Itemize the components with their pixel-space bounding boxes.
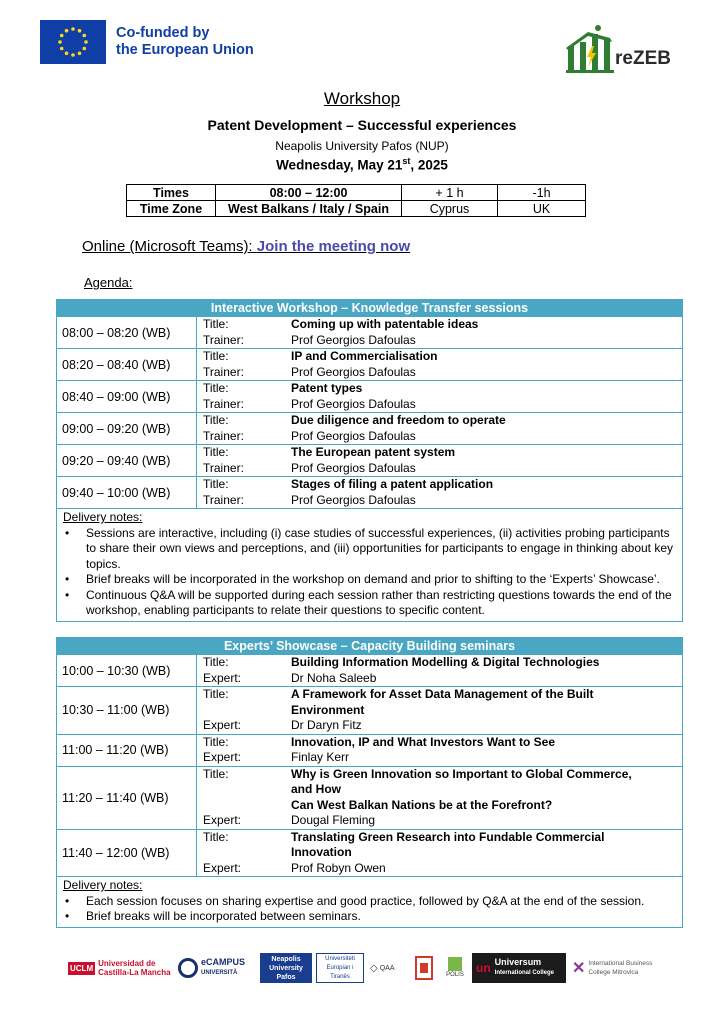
field-label: Expert: [203, 718, 242, 732]
workshop-delivery-notes [57, 508, 682, 621]
showcase-delivery-notes [57, 876, 682, 927]
session-line [203, 445, 682, 461]
session-details [197, 413, 682, 444]
session-line [203, 718, 682, 734]
field-label: Trainer: [203, 332, 244, 347]
session-line [203, 798, 682, 814]
session-details [197, 687, 682, 734]
session-line [203, 349, 682, 365]
notes-heading: Delivery notes: [63, 878, 143, 892]
note-item: • Brief breaks will be incorporated between seminars. [63, 909, 676, 925]
session-title: Environment [291, 702, 365, 717]
field-label [203, 845, 291, 861]
field-label: Title: [203, 477, 229, 491]
session-line [203, 461, 682, 477]
session-person: Prof Georgios Dafoulas [291, 428, 416, 443]
ecampus-globe-icon [178, 958, 198, 978]
eu-line-2: the European Union [116, 42, 254, 58]
eu-flag-icon [40, 20, 106, 64]
field-label: Expert: [203, 670, 242, 685]
workshop-agenda [56, 299, 683, 622]
session-line [203, 429, 682, 445]
field-label: Title: [203, 381, 229, 395]
session-line [203, 750, 682, 766]
event-date: Wednesday, May 21st, 2025 [276, 156, 448, 173]
field-label: Title: [203, 317, 229, 331]
session-title: Due diligence and freedom to operate [291, 413, 506, 427]
session-title: Why is Green Innovation so Important to Global Commerce, [291, 766, 632, 781]
session-line [203, 813, 682, 829]
session-line [203, 397, 682, 413]
eu-line-1: Co-funded by [116, 25, 210, 41]
tirana-logo: Universiteti Europian i Tiranës [316, 953, 364, 983]
showcase-agenda [56, 637, 683, 928]
note-item: • Sessions are interactive, including (i) case studies of successful experiences, (ii) activities probing participants to share their own views and perceptions, and (iii) opportunities for participants to engage in thinking about key topics. [63, 526, 676, 573]
session-time: 08:20 – 08:40 (WB) [57, 349, 197, 380]
note-item: • Brief breaks will be incorporated in the workshop on demand and prior to shifting to the ‘Experts’ Showcase’. [63, 572, 676, 588]
tz-cell: Time Zone [127, 201, 216, 217]
tz-cell: 08:00 – 12:00 [216, 185, 402, 201]
session-title: and How [291, 782, 341, 796]
session-time: 11:00 – 11:20 (WB) [57, 735, 197, 766]
session-person: Dr Daryn Fitz [291, 718, 362, 732]
online-line: Online (Microsoft Teams): Join the meeting now [82, 238, 411, 255]
session-title: Stages of filing a patent application [291, 477, 494, 491]
showcase-heading: Experts’ Showcase – Capacity Building seminars [57, 638, 682, 654]
field-label: Trainer: [203, 492, 244, 507]
session-title: Innovation, IP and What Investors Want to See [291, 734, 556, 749]
session-line [203, 845, 682, 861]
session-time: 09:20 – 09:40 (WB) [57, 445, 197, 476]
session-line [203, 782, 682, 798]
workshop-session-row [57, 444, 682, 476]
field-label [203, 703, 291, 719]
agenda-label: Agenda: [84, 275, 133, 290]
note-item: • Each session focuses on sharing expertise and good practice, followed by Q&A at the end of the session. [63, 894, 676, 910]
rezeb-wordmark: reZEB [615, 48, 671, 69]
ecampus-logo: eCAMPUS UNIVERSITÀ [178, 953, 256, 983]
session-line [203, 333, 682, 349]
session-person: Finlay Kerr [291, 750, 350, 764]
session-time: 11:20 – 11:40 (WB) [57, 767, 197, 829]
showcase-session-row [57, 766, 682, 829]
tz-cell: Cyprus [402, 201, 498, 217]
session-line [203, 671, 682, 687]
session-person: Prof Georgios Dafoulas [291, 396, 416, 411]
session-title: IP and Commercialisation [291, 349, 438, 363]
field-label: Expert: [203, 813, 242, 827]
session-line [203, 413, 682, 429]
notes-heading: Delivery notes: [63, 510, 143, 524]
session-details [197, 655, 682, 686]
tz-cell: West Balkans / Italy / Spain [216, 201, 402, 217]
session-time: 08:00 – 08:20 (WB) [57, 317, 197, 348]
session-time: 09:00 – 09:20 (WB) [57, 413, 197, 444]
field-label: Trainer: [203, 460, 244, 475]
session-title: Coming up with patentable ideas [291, 317, 479, 331]
session-title: Building Information Modelling & Digital Technologies [291, 655, 600, 669]
field-label: Title: [203, 413, 229, 427]
ibc-logo: ✕ International Business College Mitrovica [572, 959, 653, 977]
page-title: Workshop [323, 89, 401, 108]
workshop-session-row [57, 412, 682, 444]
workshop-session-row [57, 476, 682, 508]
timezone-table [126, 184, 586, 217]
field-label: Title: [203, 349, 229, 363]
session-time: 08:40 – 09:00 (WB) [57, 381, 197, 412]
session-person: Dr Noha Saleeb [291, 670, 377, 685]
field-label: Trainer: [203, 364, 244, 379]
session-details [197, 735, 682, 766]
session-person: Prof Georgios Dafoulas [291, 492, 416, 507]
polis-logo: POLIS [444, 953, 466, 983]
session-line [203, 655, 682, 671]
session-person: Dougal Fleming [291, 813, 376, 827]
field-label [203, 798, 291, 814]
rezeb-building-icon [566, 24, 618, 74]
venue: Neapolis University Pafos (NUP) [275, 139, 449, 153]
field-label: Expert: [203, 750, 242, 764]
session-details [197, 381, 682, 412]
field-label: Title: [203, 829, 229, 844]
session-title: Patent types [291, 381, 363, 395]
session-line [203, 493, 682, 509]
field-label: Title: [203, 687, 229, 701]
showcase-session-row [57, 734, 682, 766]
session-line [203, 703, 682, 719]
session-title: Translating Green Research into Fundable Commercial [291, 829, 605, 844]
rezeb-logo [566, 24, 686, 74]
note-item: • Continuous Q&A will be supported during each session rather than restricting questions towards the end of the workshop, enabling participants to relate their questions to specific content. [63, 588, 676, 619]
session-line [203, 317, 682, 333]
session-time: 09:40 – 10:00 (WB) [57, 477, 197, 508]
session-time: 10:30 – 11:00 (WB) [57, 687, 197, 734]
session-details [197, 445, 682, 476]
session-details [197, 349, 682, 380]
workshop-session-row [57, 348, 682, 380]
qaa-logo: ◇ QAA [370, 962, 395, 974]
workshop-session-row [57, 380, 682, 412]
field-label: Title: [203, 445, 229, 459]
partner-logos [66, 953, 656, 983]
field-label: Trainer: [203, 396, 244, 411]
session-line [203, 381, 682, 397]
session-line [203, 365, 682, 381]
showcase-session-row [57, 686, 682, 734]
tz-cell: Times [127, 185, 216, 201]
red-emblem-icon [414, 953, 438, 983]
session-title: Innovation [291, 845, 352, 859]
field-label [203, 782, 291, 798]
field-label: Title: [203, 734, 229, 749]
session-line [203, 767, 682, 783]
session-line [203, 861, 682, 877]
session-details [197, 767, 682, 829]
showcase-session-row [57, 829, 682, 877]
session-time: 11:40 – 12:00 (WB) [57, 830, 197, 877]
page-subtitle: Patent Development – Successful experiences [207, 117, 517, 133]
session-line [203, 735, 682, 751]
session-details [197, 830, 682, 877]
session-time: 10:00 – 10:30 (WB) [57, 655, 197, 686]
session-person: Prof Robyn Owen [291, 860, 386, 875]
showcase-session-row [57, 654, 682, 686]
session-title: The European patent system [291, 445, 456, 459]
session-person: Prof Georgios Dafoulas [291, 332, 416, 347]
tz-cell: -1h [498, 185, 586, 201]
field-label: Trainer: [203, 428, 244, 443]
field-label: Expert: [203, 860, 242, 875]
session-details [197, 477, 682, 508]
tz-cell: + 1 h [402, 185, 498, 201]
session-person: Prof Georgios Dafoulas [291, 460, 416, 475]
workshop-heading: Interactive Workshop – Knowledge Transfer sessions [57, 300, 682, 316]
session-title: A Framework for Asset Data Management of the Built [291, 687, 594, 701]
eu-cofunded-logo [40, 20, 254, 64]
neapolis-logo: Neapolis University Pafos [260, 953, 312, 983]
field-label: Title: [203, 766, 229, 781]
universum-logo: un Universum International College [472, 953, 566, 983]
session-line [203, 687, 682, 703]
uclm-logo: UCLM Universidad de Castilla-La Mancha [70, 959, 171, 977]
session-line [203, 477, 682, 493]
workshop-session-row [57, 316, 682, 348]
session-details [197, 317, 682, 348]
session-line [203, 830, 682, 846]
session-title: Can West Balkan Nations be at the Forefront? [291, 797, 553, 812]
session-person: Prof Georgios Dafoulas [291, 364, 416, 379]
tz-cell: UK [498, 201, 586, 217]
field-label: Title: [203, 655, 229, 669]
join-meeting-link[interactable]: Join the meeting now [256, 238, 411, 255]
